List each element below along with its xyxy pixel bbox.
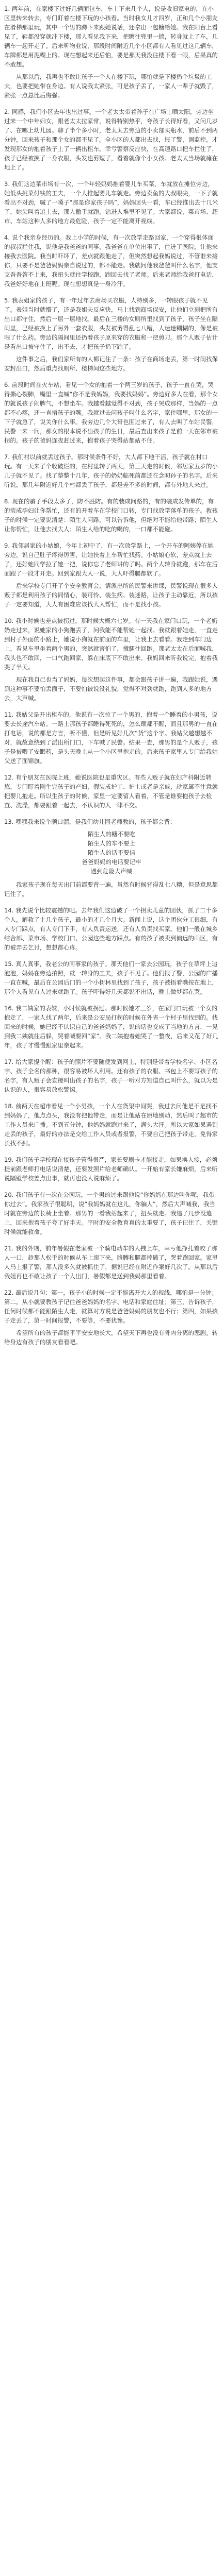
- post-text: 同感，我们小区去年也出过事。一个老太太带着孙子在广场上晒太阳，旁边坐过来一个中年妇女，跟老太太拉家常，说得特别热乎，夸孩子长得好看，又问几岁了、在哪上幼儿园。聊了半个多小时，老太太去旁边的小卖部买瓶水，前后不到两分钟，回来孩子和那个女的都不见了。全小区的人都出去找，报了警，调监控，才发现那女的抱着孩子上了一辆出租车。幸亏警察反应快，在高速路口把车拦住了，孩子已经被换了一身衣服，头发也剪短了，看着就像个小女孩。老太太当场就瘫在地上了。: [4, 108, 218, 171]
- post-paragraph: [4, 296, 219, 351]
- post-paragraph: [4, 4, 219, 69]
- post-number: 6.: [4, 381, 10, 388]
- post-item: [4, 1101, 219, 1148]
- post-text: 前段时间在火车站，看见一个女的抱着一个两三岁的孩子，孩子一直在哭，哭得撕心裂肺，嘴里一直喊“你不是我妈妈，我要找妈妈”。旁边好多人在看，那个女的就说孩子闹脾气，不想坐车。我越看越觉得不对劲，孩子哭成那样，当妈的一点都不心疼，还一直捂孩子的嘴。我就过去问孩子叫什么名字，家住哪里，那女的一下子就急了，说关你什么事。我旁边几个大哥也围过来了，有人去叫了车站民警，民警一来一问，那女的根本说不出孩子的生日，最后查出来孩子是前一天在邻市被拐的。孩子的爸妈连夜赶过来，抱着孩子哭得站都站不住。: [4, 381, 218, 444]
- post-paragraph: [4, 497, 219, 534]
- post-text: 我们孩子学校现在接孩子管得很严，家长要刷卡才能接走，如果换人接，必须提前跟老师打电话说清楚，还要发照片给老师确认。一开始有家长嫌麻烦，后来听说隔壁学校差点出事，就再也没人说麻烦了。: [4, 1156, 218, 1182]
- post-paragraph: [4, 380, 219, 445]
- post-item: [4, 4, 219, 100]
- post-item: [4, 179, 219, 226]
- post-paragraph: [4, 675, 219, 703]
- post-text: 真人真事，我老公的同事家的孩子。那天他们一家去公园玩，孩子在草坪上追泡泡，妈妈在旁边拍照，就一转身的工夫，孩子不见了。他们报了警，公园的广播一直在喊，最后在公园后门的一个小树林里找到了孩子，孩子被捂着嘴按在地上，那个人看见有人过来就跑了。孩子吓得好几天都说不出话，晚上做梦都在哭。: [4, 960, 218, 995]
- post-text: 现在我自己也当了妈妈，每次想起这件事，都会跟孩子讲一遍，我跟她说，遇到这种事不要怕丢面子，不要怕被说没礼貌，觉得不对劲就跑，跑到人多的地方去，大声喊。: [4, 676, 218, 702]
- post-number: 20.: [4, 1191, 14, 1198]
- post-paragraph: [4, 1328, 219, 1347]
- post-text: 我小时候也差点被拐过，那时候大概六七岁。有一天我在家门口玩，一个老奶奶走过来，说她家的小狗跑丢了，问我能不能帮她一起找。我就跟着她走，一直走到村子外面的小路上，她说小狗就在前面的车里，让我上去看看。我走到车门边上，看见车里坐着两个男的，突然就害怕了，撒腿往回跑。那老太太在后面喊我，我头也不敢回，一口气跑回家，躲在床底下不敢出来。我妈回来听我说完，抱着我哭了半天。: [4, 617, 218, 671]
- post-text: 我表姐家的孩子，有一年过年去商场买衣服，人特别多，一转眼孩子就不见了。表姐当时就懵了，还是我姐夫反应快，马上找到商场保安，让他们立刻把所有出口都守住，然后一层一层地找。最后在三楼的女厕所里找到了孩子，孩子坐在隔间里，已经被换上了另外一套衣服，头发被剪得乱七八糟，人迷迷糊糊的，像是被喂了什么药。旁边的隔间里还扔着孩子原来穿的衣服和一把剪刀。那个人贩子估计是看出口被守住了，出不去，才把孩子扔下跑了。: [4, 297, 218, 350]
- post-paragraph: [4, 1004, 219, 1050]
- post-number: 18.: [4, 1103, 14, 1110]
- post-paragraph: [4, 710, 219, 766]
- post-item: [4, 296, 219, 373]
- post-item: [4, 616, 219, 703]
- post-item: [4, 541, 219, 609]
- post-item: [4, 959, 219, 996]
- post-text: 我邻居家的小姑娘，今年上初中了，有一次放学路上，一个开车的阿姨停在她旁边，说自己肚子疼得厉害，让她扶着上车帮忙找药。小姑娘心软，差点就上去了，还好她同学拉了她一把，说你忘了老师讲的了吗。两个人转身就跑，那车在后面跟了一段才开走。回到家跟大人一说，大人吓得腿都软了。: [4, 542, 218, 577]
- post-text: 我们这边菜市场有一次，一个年轻妈妈推着婴儿车买菜，车就放在摊位旁边，她低头挑菜付钱的工夫，一个人推起婴儿车就走。旁边卖鱼的大叔眼尖，一下子就看出不对劲，喊了一嗓子“那是你家孩子吗”，妈妈回头一看，车已经推出去十几米了，她尖叫着追上去，那人撒手就跑，钻进人堆里不见了。大家都说，菜市场、超市、车站这种人多的地方最危险，孩子一定不能离开视线。: [4, 180, 218, 225]
- verse-line: 遇到危险大声喊: [90, 868, 133, 875]
- verse-line: 陌生人的话不要信: [88, 849, 135, 856]
- post-text: 我们村以前就丢过孩子。那时候条件不好，大人都下地干活，孩子就在村口玩。有一天来了个收破烂的，在村里转了两天，第三天走的时候，邻居家五岁的小儿子就不见了。找了整整十几年，孩子的奶奶临死前都还在念叨孙子的名字。后来听说，那几年附近好几个村都丢了孩子，都是差不多的时间，都有外地人来过。: [4, 453, 218, 488]
- post-number: 1.: [4, 5, 10, 12]
- post-number: 8.: [4, 498, 10, 505]
- post-paragraph: [4, 452, 219, 489]
- post-paragraph: [4, 233, 219, 289]
- post-item: [4, 1190, 219, 1236]
- post-paragraph: [4, 906, 219, 952]
- post-item: [4, 817, 219, 899]
- post-paragraph: [4, 1101, 219, 1148]
- post-paragraph: [4, 1190, 219, 1236]
- post-paragraph: [4, 581, 219, 609]
- post-number: 13.: [4, 818, 14, 825]
- post-text: 我的外甥，前年暑假在老家被一个骑电动车的人拽上车，幸亏他挣扎着咬了那人一口，趁那人松手的时候从车上滚下来，胳膊和腿都摔破了，哭着跑回家。家里人马上报了警，那人没多久就被抓住了，据说已经在附近作案好几次了。从那以后我姐再也不敢让孩子一个人出门，暑假都是送到我妈那里看着。: [4, 1245, 218, 1280]
- post-paragraph: [4, 107, 219, 172]
- verse-line: 陌生人的车不要上: [88, 840, 135, 847]
- post-number: 12.: [4, 774, 14, 781]
- post-text: 有个朋友在医院上班，她说医院也是重灾区。有些人贩子就在妇产科附近转悠，专门盯着刚生完孩子的产妇，假装成护工、护士或者是亲戚，趁家属不注意就把婴儿抱走。所以生孩子的时候，家里一定要留人看着，不管是谁要抱孩子去检查、洗澡，都要跟着一起去，不认识的人一律不交。: [4, 774, 218, 809]
- post-paragraph: [4, 354, 219, 373]
- post-text: 从那以后，我再也不敢让孩子一个人在楼下玩，哪怕就是下楼扔个垃圾的工夫，也要把她带在身边。有人说我太紧张，可是孩子丢了，一家人一辈子就毁了，紧张一点总比后悔强。: [4, 73, 218, 99]
- post-number: 5.: [4, 297, 10, 304]
- post-number: 14.: [4, 907, 14, 914]
- post-item: [4, 906, 219, 952]
- post-item: [4, 452, 219, 489]
- post-text: 这件事之后，我们家所有的人都记住了一条：孩子在商场走丢，第一时间找保安封出口，然后重点找厕所、楼梯间这些地方。: [4, 355, 218, 372]
- post-number: 9.: [4, 542, 10, 549]
- post-number: 16.: [4, 1005, 14, 1012]
- post-text: 两年前，在家楼下过好几辆面包车，车上下来几个人，说是收旧家电的，在小区里转来转去，专门盯着在楼下玩的小孩看。当时我女儿才四岁，正和几个小朋友在滑梯那里玩，其中一个男的蹲下来跟她说话，还拿出一包糖给她。我在阳台上看见了，鞋都没穿就冲下楼，那人看见我下来，把糖往兜里一揣，转身就上了车，几辆车一起开走了。后来听物业说，那段时间附近几个小区都有人看见过这几辆车，车牌都是用泥糊上的。现在想起来还后怕，要是那天我没往楼下看一眼，后果真的不敢想。: [4, 5, 218, 68]
- post-text: 嘿嘿我来说个顺口溜，是我们幼儿园老师教的，孩子都会背：: [15, 818, 176, 825]
- post-text: 最后说几句：第一，孩子小的时候一定不能离开大人的视线，哪怕是一分钟；第二，从小就要教孩子记住爸爸妈妈的名字、电话和家庭住址；第三，告诉孩子，任何时候都不能跟陌生人走，就算对方说是爸爸妈妈的朋友也不行；第四，如果孩子走丢了，第一时间报警，不要等，不要犹豫。: [4, 1289, 218, 1324]
- verse-line: 陌生人的糖不要吃: [88, 831, 135, 838]
- post-number: 7.: [4, 453, 10, 461]
- post-text: 我们孩子有一次在公园玩，一个男的过来跟他说“你妈妈在那边叫你呢，我带你过去”。我家孩子很聪明，说“我妈妈就在这儿，你骗人”，然后大声喊我，我当时就在旁边的长椅上坐着。那男的一看我站起来了，扭头就走。我追了几步没追上，回来抱着孩子夸了好半天。平时的安全教育真的太重要了，孩子记住了，关键时候就能救命。: [4, 1191, 218, 1235]
- post-number: 17.: [4, 1058, 14, 1065]
- post-paragraph: [4, 1155, 219, 1183]
- post-paragraph: [4, 616, 219, 672]
- post-paragraph: [4, 1288, 219, 1325]
- post-paragraph: [4, 1244, 219, 1281]
- post-number: 2.: [4, 108, 10, 115]
- post-item: [4, 773, 219, 810]
- post-text: 我先说个比较震撼的吧。去年我们这边破了一个拐卖儿童的团伙，抓了二十多个人，解救了十几个孩子，最小的才几个月大。新闻上说，这个团伙分工很细，有人专门踩点，有人专门下手，有人负责运送，还有人负责找买家。他们一般在城乡结合部、菜市场、学校门口、公园这些地方踩点。有的孩子被卖到偏远的山区，有的被弄去乞讨，想想都心疼。: [4, 907, 218, 951]
- post-paragraph: 我家孩子现在每天出门前都要背一遍，虽然有时候背得乱七八糟，但是意思都记住了。: [4, 881, 218, 897]
- post-item: [4, 497, 219, 534]
- verse-line: 爸爸妈妈的电话要记牢: [82, 858, 141, 866]
- post-content: [4, 4, 219, 1354]
- post-paragraph: [4, 773, 219, 810]
- post-paragraph: [4, 179, 219, 226]
- post-item: [4, 1004, 219, 1050]
- post-text: 希望所有的孩子都能平平安安地长大，希望天下再也没有骨肉分离的悲剧。转给身边有孩子的朋友看看吧。: [4, 1329, 218, 1346]
- post-text: 现在的骗子手段太多了，防不胜防。有的装成问路的，有的装成发传单的，有的装成孕妇让你帮忙，还有的开着车在学校门口转，专门找放学落单的孩子。教孩子的时候一定要说清楚：陌生人问路，可以告诉他，但绝对不能给他带路；陌生人让你帮忙，让他去找大人；陌生人给的吃的喝的，一口都不能碰。: [4, 498, 218, 533]
- post-text: 我姑父是开出租车的，他说有一次拉了一个男的，抱着一个睡着的小男孩，说要去长途汽车站。一路上那孩子都睡得死死的，怎么颠都不醒，而且那男的一直在打电话，说的都是方言，听不懂，但是听见好几次“货”这个字。我姑父越想越不对，就故意绕到了派出所门口，下车喊了民警。结果一查，那男的是个人贩子，孩子是被喂了安眠药，是头天晚上从一个小区里抱走的。后来孩子家里人专门给我姑父送了面锦旗。: [4, 711, 218, 765]
- post-item: [4, 1288, 219, 1347]
- post-paragraph: [4, 817, 219, 826]
- post-item: [4, 1057, 219, 1094]
- post-item: [4, 233, 219, 289]
- post-item: [4, 1155, 219, 1183]
- post-paragraph: [4, 1057, 219, 1094]
- post-number: 21.: [4, 1245, 14, 1252]
- post-number: 10.: [4, 617, 14, 624]
- post-number: 19.: [4, 1156, 14, 1163]
- post-text: 给大家提个醒：孩子的照片不要随便发到网上，特别是带着学校名字、小区名字、孩子全名的那种，很容易被坏人利用。还有孩子的衣服、书包上不要写孩子的名字，有人贩子会直接叫出孩子的名字，孩子一听对方知道自己叫什么，就以为是认识的人，很容易放松警惕。: [4, 1058, 218, 1093]
- post-paragraph: [4, 541, 219, 578]
- post-item: [4, 107, 219, 172]
- verse-block: [4, 829, 219, 876]
- post-text: 前两天在超市看见一个小男孩，一个人在货架中间哭，我过去问他是不是找不到妈妈了，他点点头，我没有把他带走，而是让他站在原地别动，然后叫了超市的工作人员来广播。不到五分钟，他妈妈就跑过来了，满头大汗。所以大家如果遇到走丢的孩子，最好的办法是交给工作人员或者报警，不要自己把孩子带走，免得家长找不到。: [4, 1103, 218, 1147]
- post-text: 后来学校专门开了个安全教育会，请派出所的民警来讲课，民警说现在很多人贩子都是利用孩子的同情心，装可怜、装生病、装迷路，让孩子主动靠近，所以孩子一定要知道，大人有困难应该找大人帮忙，而不是找小孩。: [4, 582, 218, 608]
- post-text: 我二姨家的表妹，小时候就被拐过。那时候她才三岁，在家门口玩被一个女的抱走了，一家人找了两年，后来是公安局打拐的时候在外省一个村子里找到的。找回来的时候，她已经不认识自己的爸爸妈妈了，说的话也变成了当地的方言，一见到我二姨就往后躲，哭着喊要回“家”。我二姨抱着她哭了一整夜，后来又花了好几年，孩子才慢慢跟家里亲起来。: [4, 1005, 218, 1049]
- post-number: 11.: [4, 711, 14, 718]
- post-text: 说个我亲身经历的。我上小学的时候，有一次放学走路回家，一个穿得很体面的叔叔拦住我，说他是我爸爸的同事，我爸爸在单位出事了，住进了医院，让他来接我去医院。我当时吓坏了，差点就跟他走了，但突然想起我妈说过，不管谁来接你，只要不是爸爸妈妈亲自说过的，都不能走。我就问他我爸爸叫什么名字，他支支吾吾答不上来，我扭头就往学校跑，跑回去找了老师。后来老师给我爸打电话，我爸好好地在上班呢。现在想想真是一身冷汗。: [4, 234, 218, 287]
- post-item: [4, 710, 219, 766]
- post-paragraph: [4, 72, 219, 100]
- post-number: 22.: [4, 1289, 14, 1296]
- post-paragraph: [4, 959, 219, 996]
- post-item: [4, 380, 219, 445]
- post-number: 15.: [4, 960, 14, 968]
- post-number: 4.: [4, 234, 10, 241]
- post-number: 3.: [4, 180, 10, 188]
- post-item: [4, 1244, 219, 1281]
